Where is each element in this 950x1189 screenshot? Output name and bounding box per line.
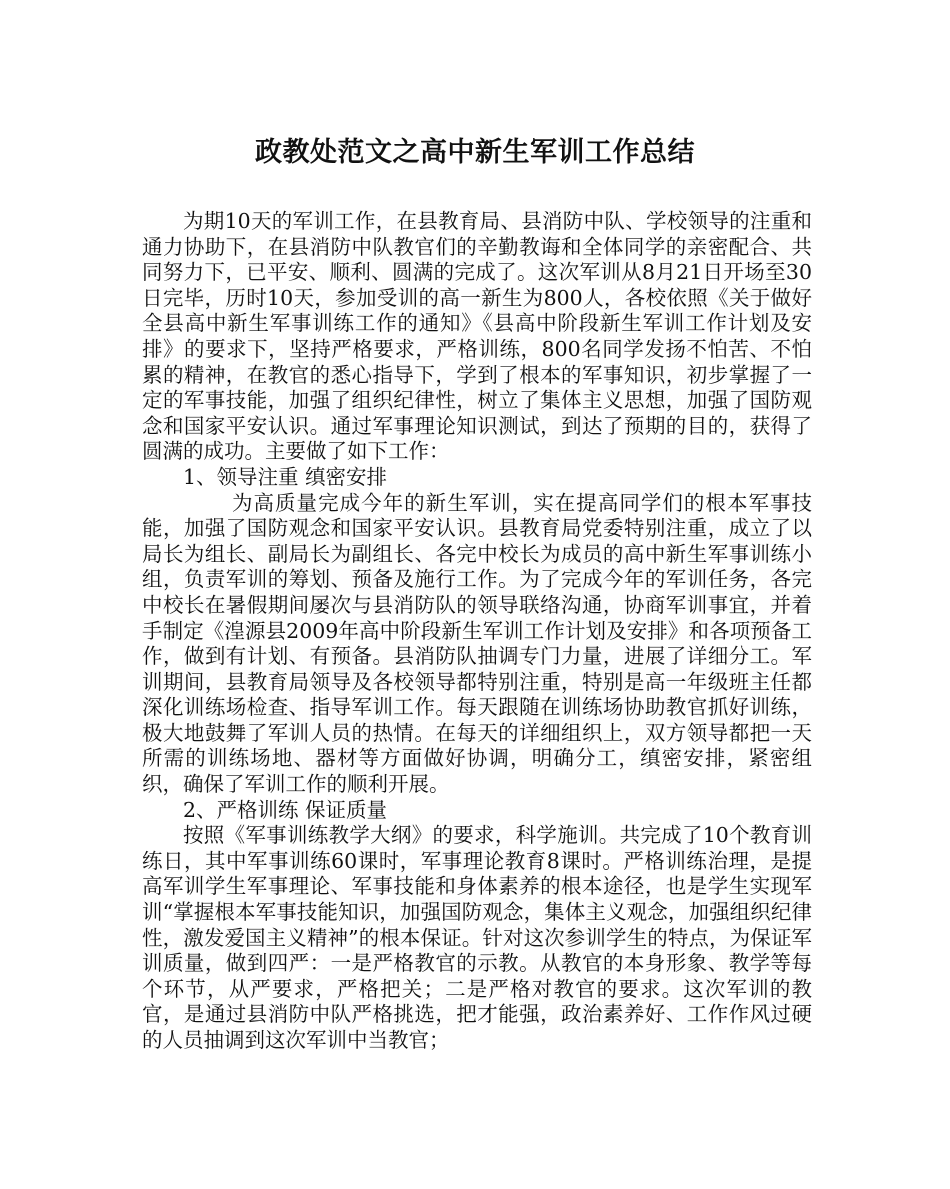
section-heading-1: 1、领导注重 缜密安排 <box>183 464 388 489</box>
section-heading-2: 2、严格训练 保证质量 <box>183 797 388 822</box>
document-title: 政教处范文之高中新生军训工作总结 <box>255 137 695 168</box>
paragraph-section-1: 为高质量完成今年的新生军训，实在提高同学们的根本军事技能，加强了国防观念和国家平安认识。县教育局党委特别注重，成立了以局长为组长、副局长为副组长、各完中校长为成员的高中新生军事训练小组，负责军训的筹划、预备及施行工作。为了完成今年的军训任务，各完中校长在暑假期间屡次与县消防队的领导联络沟通，协商军训事宜，并着手制定《湟源县2009年高中阶段新生军训工作计划及安排》和各项预备工作，做到有计划、有预备。县消防队抽调专门力量，进展了详细分工。军训期间，县教育局领导及各校领导都特别注重，特别是高一年级班主任都深化训练场检查、指导军训工作。每天跟随在训练场协助教官抓好训练，极大地鼓舞了军训人员的热情。在每天的详细组织上，双方领导都把一天所需的训练场地、器材等方面做好协调，明确分工，缜密安排，紧密组织，确保了军训工作的顺利开展。 <box>142 490 812 797</box>
document-body <box>142 209 812 1054</box>
paragraph-section-2: 按照《军事训练教学大纲》的要求，科学施训。共完成了10个教育训练日，其中军事训练60课时，军事理论教育8课时。严格训练治理，是提高军训学生军事理论、军事技能和身体素养的根本途径，也是学生实现军训“掌握根本军事技能知识，加强国防观念，集体主义观念，加强组织纪律性，激发爱国主义精神”的根本保证。针对这次参训学生的特点，为保证军训质量，做到四严：一是严格教官的示教。从教官的本身形象、教学等每个环节，从严要求，严格把关；二是严格对教官的要求。这次军训的教官，是通过县消防中队严格挑选，把才能强，政治素养好、工作作风过硬的人员抽调到这次军训中当教官； <box>142 823 812 1052</box>
paragraph-intro: 为期10天的军训工作，在县教育局、县消防中队、学校领导的注重和通力协助下，在县消防中队教官们的辛勤教诲和全体同学的亲密配合、共同努力下，已平安、顺利、圆满的完成了。这次军训从8月21日开场至30日完毕，历时10天，参加受训的高一新生为800人，各校依照《关于做好全县高中新生军事训练工作的通知》《县高中阶段新生军训工作计划及安排》的要求下，坚持严格要求，严格训练，800名同学发扬不怕苦、不怕累的精神，在教官的悉心指导下，学到了根本的军事知识，初步掌握了一定的军事技能，加强了组织纪律性，树立了集体主义思想，加强了国防观念和国家平安认识。通过军事理论知识测试，到达了预期的目的，获得了圆满的成功。主要做了如下工作： <box>142 209 812 464</box>
